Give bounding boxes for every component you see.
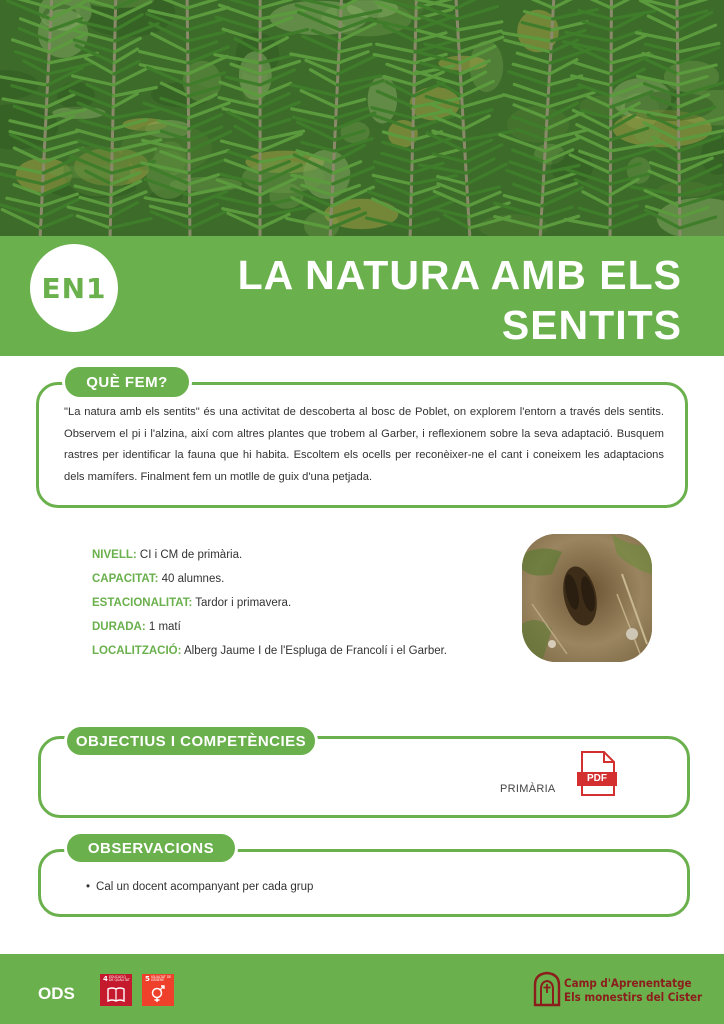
- detail-durada: DURADA: 1 matí: [92, 621, 181, 633]
- organization-logo-text: [564, 976, 702, 1004]
- objectius-heading-text: OBJECTIUS I COMPETÈNCIES: [75, 732, 307, 750]
- book-icon: [107, 986, 125, 1002]
- observacions-heading-text: OBSERVACIONS: [87, 839, 215, 857]
- activity-code: EN1: [41, 271, 107, 305]
- sdg-4-quality-education-icon[interactable]: 4 EDUCACIÓ DE QUALITAT: [100, 974, 132, 1006]
- page-title-line1: LA NATURA AMB ELS: [237, 252, 682, 298]
- gender-equality-icon: [149, 985, 167, 1003]
- page-title-line2: SENTITS: [501, 302, 682, 348]
- page-title: [162, 250, 682, 350]
- footprint-photo: [522, 534, 652, 662]
- monastery-logo-icon: [532, 971, 562, 1007]
- detail-localitzacio: LOCALITZACIÓ: Alberg Jaume I de l'Espluga de Francolí i el Garber.: [92, 645, 447, 657]
- pdf-download-icon[interactable]: [576, 751, 618, 797]
- detail-nivell: NIVELL: CI i CM de primària.: [92, 549, 243, 561]
- logo-line2: Els monestirs del Cister: [564, 990, 703, 1004]
- observacions-list-item: • Cal un docent acompanyant per cada grup: [86, 881, 313, 893]
- que-fem-heading: [62, 364, 192, 400]
- detail-estacionalitat: ESTACIONALITAT: Tardor i primavera.: [92, 597, 292, 609]
- objectius-heading: [64, 724, 318, 758]
- activity-details: [92, 543, 447, 663]
- primaria-link[interactable]: PRIMÀRIA: [500, 783, 556, 795]
- activity-code-badge: [30, 244, 118, 332]
- hero-photo-rosemary: [0, 0, 724, 236]
- sdg-5-gender-equality-icon[interactable]: 5 IGUALTAT DE GÈNERE: [142, 974, 174, 1006]
- activity-description: "La natura amb els sentits" és una activitat de descoberta al bosc de Poblet, on explorem l'entorn a través dels sentits. Observem el pi i l'alzina, així com altres plantes que trobem al Garber, i reflexionem sobre la seva adaptació. Busquem rastres per identificar la fauna que hi habita. Escoltem els ocells per reconèixer-ne el cant i coneixem les adaptacions dels mamífers. Finalment fem un motlle de guix d'una petjada.: [64, 406, 664, 483]
- que-fem-heading-text: QUÈ FEM?: [86, 373, 168, 391]
- observacions-heading: [64, 831, 238, 865]
- detail-capacitat: CAPACITAT: 40 alumnes.: [92, 573, 225, 585]
- pdf-label: PDF: [587, 773, 607, 784]
- ods-label: ODS: [38, 984, 75, 1003]
- logo-line1: Camp d'Aprenentatge: [564, 976, 692, 990]
